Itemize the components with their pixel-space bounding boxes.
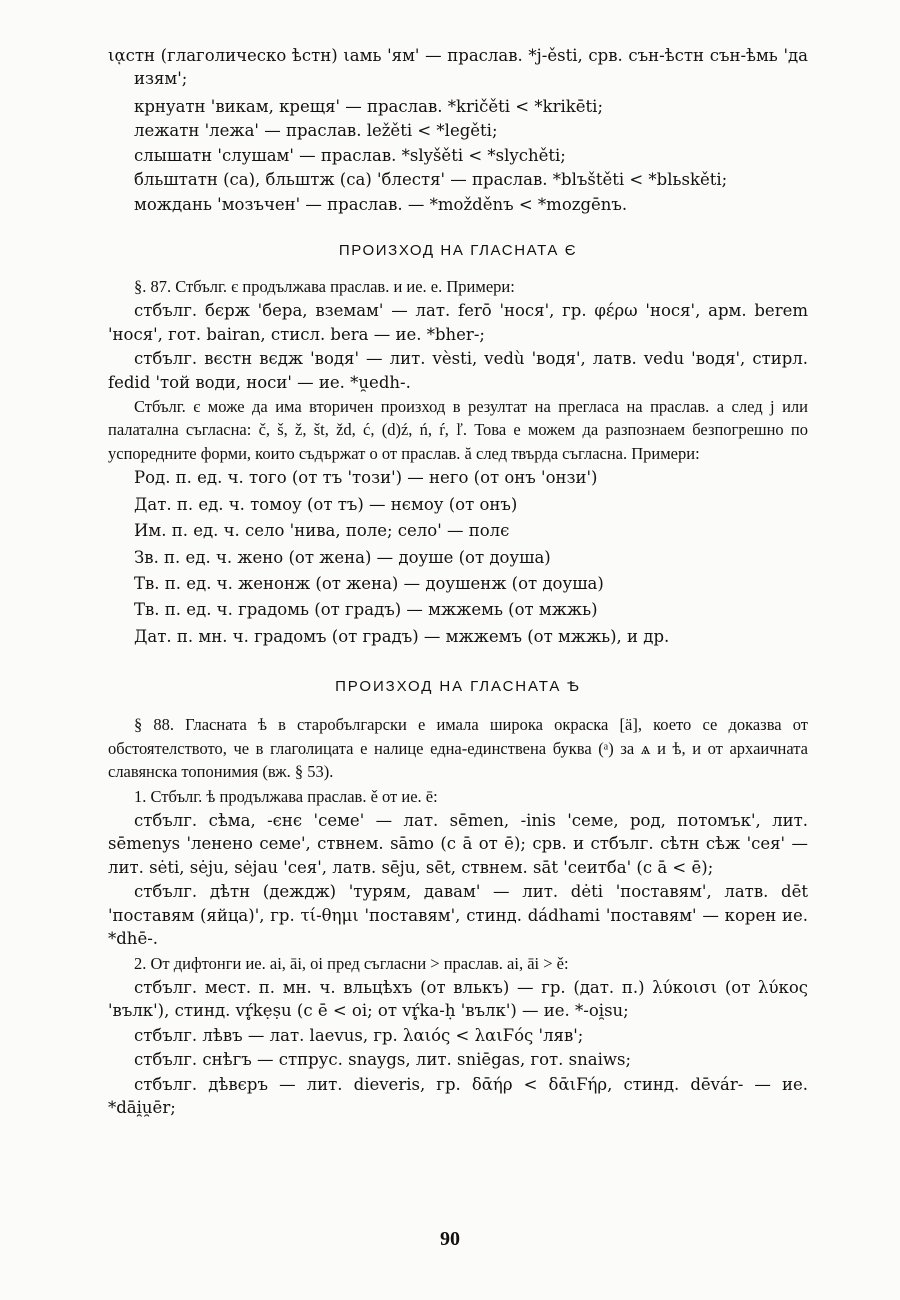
item-2: 2. От дифтонги ие. ai, āi, oi пред съгласни > праслав. ai, āi > ě: [134,953,569,973]
entry-line: лежатн 'лежа' — праслав. ležěti < *legěti; [134,121,498,141]
example-paragraph: стбълг. бєрж 'бера, вземам' — лат. ferō 'нося', гр. φέρω 'нося', арм. berem 'нося', гот. bairan, стисл. bera — ие. *bher-; [108,301,808,344]
example-paragraph: стбълг. дѣтн (деждж) 'турям, давам' — лит. dėti 'поставям', латв. dēt 'поставям (яйца)', гр. τί-θημι 'поставям', стинд. dádhami 'поставям' — корен ие. *dhē-. [108,882,808,949]
example-paragraph: стбълг. лѣвъ — лат. laevus, гр. λαιός < λαιϜός 'ляв'; [134,1025,584,1045]
example-paragraph: стбълг. сѣма, -єнє 'семе' — лат. sēmen, -inis 'семе, род, потомък', лит. sēmenys 'ленено семе', ствнем. sāmo (с ā от ē); срв. и стбълг. сѣтн сѣж 'сея' — лит. sėti, sėju, sėjau 'сея', латв. sēju, sēt, ствнем. sāt 'сеитба' (с ā < ē); [108,810,808,877]
item-1: 1. Стбълг. ѣ продължава праслав. ě от ие. ē: [134,786,438,806]
section1-body [108,275,808,465]
section-heading-yat: ПРОИЗХОД НА ГЛАСНАТА Ѣ [335,678,581,696]
list-item: Тв. п. ед. ч. женонж (от жена) — доушенж (от доуша) [134,574,604,594]
top-block [108,44,808,216]
list-item: Род. п. ед. ч. того (от тъ 'този') — него (от онъ 'онзи') [134,468,598,488]
paragraph-secondary-origin: Стбълг. є може да има вторичен произход в резултат на прегласа на праслав. а след j или палатална съгласна: č, š, ž, št, žd, ć, (d)ź, ń, ŕ, ľ. Това е можем да разпознаем безпогрешно по успоредните форми, които съдържат о от праслав. ă след твърда съгласна. Примери: [108,397,808,463]
entry-line: крнуатн 'викам, крещя' — праслав. *kričěti < *krikēti; [134,96,604,116]
example-paragraph: стбълг. снѣгъ — стпрус. snaygs, лит. sniēgas, гот. snaiws; [134,1050,632,1070]
paradigm-example-list [108,466,808,648]
example-paragraph: стбълг. дѣвєръ — лит. dieveris, гр. δᾱήρ < δᾱιϜήρ, стинд. dēvár- — ие. *dāi̯u̯ēr; [108,1074,808,1118]
example-paragraph: стбълг. мест. п. мн. ч. вльцѣхъ (от влькъ) — гр. (дат. п.) λύκοισι (от λύκος 'вълк'), стинд. vŕ̥kẹṣu (с ē < oi; от vŕ̥ka-ḥ 'вълк') — ие. *-oi̯su; [108,977,808,1021]
paragraph-87: §. 87. Стбълг. є продължава праслав. и ие. е. Примери: [134,276,515,296]
entry-line: слышатн 'слушам' — праслав. *slyšěti < *slychěti; [134,145,566,165]
list-item: Им. п. ед. ч. село 'нива, поле; село' — полє [134,521,510,541]
paragraph-88: § 88. Гласната ѣ в старобългарски е имала широка окраска [ä], което се доказва от обстоятелството, че в глаголицата е налице една-единствена буква (ᵃ) за ѧ и ѣ, и от архаичната славянска топонимия (вж. § 53). [108,715,808,782]
list-item: Тв. п. ед. ч. градомь (от градъ) — мжжемь (от мжжь) [134,600,598,620]
page-content [108,44,808,1120]
entry-line: ιᾳстн (глаголическо ѣстн) ιамь 'ям' — праслав. *j-ěsti, срв. сън-ѣстн сън-ѣмь 'да изям'; [108,46,808,89]
entry-line: мождань 'мозъчен' — праслав. — *možděnъ < *mozgēnъ. [134,194,628,214]
section2-body [108,713,808,1119]
page-number: 90 [440,1228,460,1250]
example-paragraph: стбълг. вєстн вєдж 'водя' — лит. vèsti, vedù 'водя', латв. vedu 'водя', стирл. fedid 'той води, носи' — ие. *u̯edh-. [108,349,808,392]
list-item: Дат. п. ед. ч. томоу (от тъ) — нємоу (от онъ) [134,494,518,514]
list-item: Зв. п. ед. ч. жено (от жена) — доуше (от доуша) [134,547,551,567]
section-heading-e: ПРОИЗХОД НА ГЛАСНАТА Є [338,241,578,259]
list-item: Дат. п. мн. ч. градомъ (от градъ) — мжжемъ (от мжжь), и др. [134,626,670,646]
entry-line: бльштатн (са), бльштж (са) 'блестя' — праслав. *blъštěti < *blьskěti; [134,170,728,190]
